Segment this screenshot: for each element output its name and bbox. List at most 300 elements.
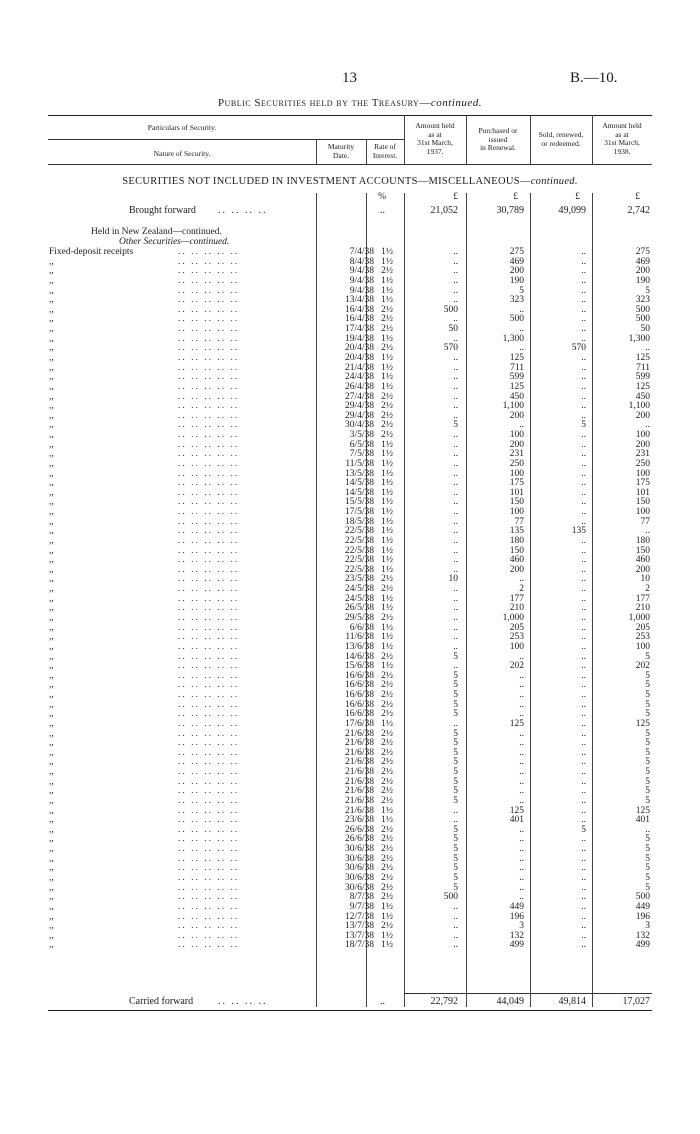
cell-name: ,, bbox=[49, 343, 54, 354]
cell-dots: .. .. .. .. .. bbox=[178, 487, 240, 498]
cell-pur: 205 bbox=[509, 622, 524, 633]
cell-date: 17/4/38 bbox=[344, 324, 374, 334]
cell-pur: .. bbox=[519, 767, 524, 777]
cell-amt: 1,000 bbox=[628, 612, 650, 623]
cell-date: 30/4/38 bbox=[344, 420, 374, 431]
cell-held: .. bbox=[453, 535, 458, 546]
header-rate-line: Rate of bbox=[374, 142, 396, 151]
cell-date: 3/5/38 bbox=[349, 430, 374, 440]
table-row bbox=[0, 709, 700, 719]
cell-pur: 100 bbox=[509, 430, 524, 440]
cell-dots: .. .. .. .. .. bbox=[178, 738, 240, 749]
cell-date: 18/7/38 bbox=[344, 940, 374, 951]
cell-amt: 460 bbox=[635, 555, 650, 566]
cell-dots: .. .. .. .. .. bbox=[178, 892, 240, 903]
cell-sold: .. bbox=[581, 892, 586, 903]
cell-sold: .. bbox=[581, 430, 586, 440]
cell-name: ,, bbox=[49, 622, 54, 633]
cell-amt: 125 bbox=[635, 381, 650, 392]
header-amount-line: as at bbox=[615, 129, 629, 139]
cell-rate: 1½ bbox=[381, 622, 393, 633]
cell-dots: .. .. .. .. .. bbox=[178, 911, 240, 922]
cell-amt: 500 bbox=[635, 892, 650, 903]
cell-pur: 231 bbox=[509, 449, 524, 460]
cell-dots: .. .. .. .. .. bbox=[178, 285, 240, 296]
cell-date: 11/6/38 bbox=[345, 632, 374, 643]
cell-date: 26/4/38 bbox=[344, 381, 374, 392]
cell-date: 7/5/38 bbox=[349, 449, 374, 460]
cell-held: 500 bbox=[443, 304, 458, 315]
table-row bbox=[0, 517, 700, 527]
table-row bbox=[0, 873, 700, 883]
cell-held: 5 bbox=[453, 699, 458, 710]
table-top-rule bbox=[48, 115, 652, 116]
cell-sold: .. bbox=[581, 805, 586, 816]
cell-pur: 101 bbox=[509, 487, 524, 498]
cell-amt: 5 bbox=[645, 728, 650, 739]
cell-name: ,, bbox=[49, 641, 54, 652]
cell-date: 24/5/38 bbox=[344, 584, 374, 594]
cell-rate: 1½ bbox=[381, 497, 393, 508]
cell-amt: 500 bbox=[635, 304, 650, 315]
cell-sold: .. bbox=[581, 410, 586, 421]
cell-held: .. bbox=[453, 603, 458, 614]
cell-name: ,, bbox=[49, 304, 54, 315]
cell-dots: .. .. .. .. .. bbox=[178, 728, 240, 739]
cell-rate: 1½ bbox=[381, 564, 393, 575]
cell-rate: 2½ bbox=[381, 420, 393, 431]
cell-name: ,, bbox=[49, 776, 54, 787]
cell-name: ,, bbox=[49, 314, 54, 325]
cell-dots: .. .. .. .. .. bbox=[178, 381, 240, 392]
cell-date: 22/5/38 bbox=[344, 545, 374, 556]
cell-held: .. bbox=[453, 439, 458, 450]
cell-sold: .. bbox=[581, 584, 586, 594]
cell-dots: .. .. .. .. .. bbox=[178, 574, 240, 585]
cell-dots: .. .. .. .. .. bbox=[178, 256, 240, 267]
cell-rate: 1½ bbox=[381, 545, 393, 556]
cell-pur: 3 bbox=[519, 921, 524, 932]
cell-rate: 2½ bbox=[381, 410, 393, 421]
cell-amt: 5 bbox=[645, 776, 650, 787]
cell-sold: .. bbox=[581, 275, 586, 286]
cell-dots: .. .. .. .. .. bbox=[178, 747, 240, 758]
cell-sold: .. bbox=[581, 786, 586, 797]
cell-amt: 5 bbox=[645, 786, 650, 797]
cell-pur: 125 bbox=[509, 381, 524, 392]
cell-sold: .. bbox=[581, 815, 586, 826]
cell-rate: 2½ bbox=[381, 853, 393, 864]
cell-amt: 100 bbox=[635, 641, 650, 652]
cell-date: 24/4/38 bbox=[344, 372, 374, 383]
cell-date: 20/4/38 bbox=[344, 343, 374, 354]
cell-dots: .. .. .. .. .. bbox=[178, 718, 240, 729]
table-row bbox=[0, 526, 700, 536]
table-row bbox=[0, 440, 700, 450]
cell-rate: 1½ bbox=[381, 603, 393, 614]
header-held-line: as at bbox=[428, 129, 442, 139]
cell-rate: 1½ bbox=[381, 478, 393, 489]
table-row bbox=[0, 892, 700, 902]
cell-rate: 2½ bbox=[381, 584, 393, 594]
header-rate bbox=[366, 143, 404, 160]
cell-dots: .. .. .. .. .. bbox=[178, 266, 240, 277]
cell-dots: .. .. .. .. .. bbox=[178, 661, 240, 672]
cell-date: 29/4/38 bbox=[344, 410, 374, 421]
cell-name: ,, bbox=[49, 468, 54, 479]
cell-sold: .. bbox=[581, 661, 586, 672]
cell-rate: 1½ bbox=[381, 718, 393, 729]
cell-pur: 200 bbox=[509, 564, 524, 575]
cell-pur: .. bbox=[519, 690, 524, 700]
cell-amt: .. bbox=[645, 526, 650, 537]
cell-name: ,, bbox=[49, 757, 54, 768]
cell-amt: 5 bbox=[645, 699, 650, 710]
cell-held: 5 bbox=[453, 786, 458, 797]
cell-held: .. bbox=[453, 911, 458, 922]
cell-rate: 1½ bbox=[381, 381, 393, 392]
cell-rate: 1½ bbox=[381, 555, 393, 566]
header-amount-1938 bbox=[592, 122, 652, 156]
cell-rate: 2½ bbox=[381, 324, 393, 334]
cell-dots: .. .. .. .. .. bbox=[178, 786, 240, 797]
document-reference: B.—10. bbox=[570, 70, 618, 86]
table-row bbox=[0, 863, 700, 873]
cell-date: 17/5/38 bbox=[344, 507, 374, 517]
cell-rate: 2½ bbox=[381, 892, 393, 903]
cell-sold: .. bbox=[581, 439, 586, 450]
cell-name: ,, bbox=[49, 584, 54, 594]
cell-dots: .. .. .. .. .. bbox=[178, 275, 240, 286]
cell-sold: .. bbox=[581, 304, 586, 315]
cell-dots: .. .. .. .. .. bbox=[178, 304, 240, 315]
cell-name: ,, bbox=[49, 873, 54, 883]
cell-dots: .. .. .. .. .. bbox=[178, 343, 240, 354]
cell-rate: 2½ bbox=[381, 882, 393, 893]
cell-dots: .. .. .. .. .. bbox=[178, 430, 240, 440]
cell-rate: 1½ bbox=[381, 247, 393, 257]
cell-held: .. bbox=[453, 507, 458, 517]
table-row bbox=[0, 305, 700, 315]
cell-date: 26/5/38 bbox=[344, 603, 374, 614]
table-row bbox=[0, 786, 700, 796]
cell-amt: 100 bbox=[635, 507, 650, 517]
cell-held: .. bbox=[453, 564, 458, 575]
cell-dots: .. .. .. .. .. bbox=[178, 526, 240, 537]
cell-date: 14/5/38 bbox=[344, 478, 374, 489]
cell-pur: .. bbox=[519, 882, 524, 893]
cell-pur: 200 bbox=[509, 266, 524, 277]
cell-name: ,, bbox=[49, 401, 54, 412]
cell-date: 15/6/38 bbox=[344, 661, 374, 672]
cell-amt: 10 bbox=[640, 574, 650, 585]
cell-rate: 2½ bbox=[381, 430, 393, 440]
header-sold-line: or redeemed. bbox=[541, 138, 581, 148]
cell-sold: .. bbox=[581, 795, 586, 806]
cell-sold: .. bbox=[581, 535, 586, 546]
cell-sold: .. bbox=[581, 458, 586, 469]
cell-name: ,, bbox=[49, 632, 54, 643]
cell-amt: 2 bbox=[645, 584, 650, 594]
cell-date: 9/4/38 bbox=[349, 266, 374, 277]
header-nature: Nature of Security. bbox=[153, 149, 211, 158]
cell-sold: .. bbox=[581, 921, 586, 932]
table-row bbox=[0, 488, 700, 498]
cell-name: ,, bbox=[49, 815, 54, 826]
cell-name: ,, bbox=[49, 786, 54, 797]
cell-held: .. bbox=[453, 584, 458, 594]
table-row bbox=[0, 295, 700, 305]
cell-sold: .. bbox=[581, 699, 586, 710]
cell-rate: 1½ bbox=[381, 333, 393, 344]
cell-pur: .. bbox=[519, 757, 524, 768]
cell-dots: .. .. .. .. .. bbox=[178, 834, 240, 845]
cell-held: .. bbox=[453, 401, 458, 412]
cell-sold: .. bbox=[581, 497, 586, 508]
cell-pur: 180 bbox=[509, 535, 524, 546]
cell-pur: 711 bbox=[510, 362, 524, 373]
cell-dots: .. .. .. .. .. bbox=[178, 863, 240, 874]
cell-name: ,, bbox=[49, 526, 54, 537]
cell-amt: 5 bbox=[645, 690, 650, 700]
cell-dots: .. .. .. .. .. bbox=[178, 622, 240, 633]
header-maturity-line: Maturity bbox=[327, 142, 355, 151]
cell-amt: 3 bbox=[645, 921, 650, 932]
cell-sold: .. bbox=[581, 487, 586, 498]
cell-rate: 2½ bbox=[381, 709, 393, 720]
cell-pur: 125 bbox=[509, 352, 524, 363]
cell-name: ,, bbox=[49, 295, 54, 306]
cell-amt: 5 bbox=[645, 853, 650, 864]
cell-sold: .. bbox=[581, 767, 586, 777]
cell-held: .. bbox=[453, 526, 458, 537]
cell-dots: .. .. .. .. .. bbox=[178, 940, 240, 951]
cell-dots: .. .. .. .. .. bbox=[178, 795, 240, 806]
cell-sold: .. bbox=[581, 641, 586, 652]
header-purchased-line: Purchased or bbox=[478, 126, 518, 135]
cell-held: .. bbox=[453, 805, 458, 816]
cell-sold: .. bbox=[581, 256, 586, 267]
cell-dots: .. .. .. .. .. bbox=[178, 641, 240, 652]
cell-sold: .. bbox=[581, 853, 586, 864]
cell-date: 14/6/38 bbox=[344, 651, 374, 662]
cell-pur: .. bbox=[519, 892, 524, 903]
table-row bbox=[0, 844, 700, 854]
cell-held: 5 bbox=[453, 767, 458, 777]
cell-pur: 275 bbox=[509, 247, 524, 257]
cell-name: ,, bbox=[49, 497, 54, 508]
cell-rate: 1½ bbox=[381, 507, 393, 517]
cell-name: ,, bbox=[49, 593, 54, 604]
cell-held: .. bbox=[453, 295, 458, 306]
cell-amt: 150 bbox=[635, 545, 650, 556]
cell-pur: 177 bbox=[509, 593, 524, 604]
cell-date: 6/5/38 bbox=[349, 439, 374, 450]
cell-amt: 196 bbox=[635, 911, 650, 922]
cell-amt: 323 bbox=[635, 295, 650, 306]
cell-dots: .. .. .. .. .. bbox=[178, 632, 240, 643]
cell-pur: .. bbox=[519, 844, 524, 855]
cell-held: .. bbox=[453, 497, 458, 508]
cell-date: 30/6/38 bbox=[344, 844, 374, 855]
cell-held: .. bbox=[453, 487, 458, 498]
cell-held: .. bbox=[453, 921, 458, 932]
cell-held: .. bbox=[453, 555, 458, 566]
cell-rate: 2½ bbox=[381, 795, 393, 806]
cell-dots: .. .. .. .. .. bbox=[178, 882, 240, 893]
cell-sold: .. bbox=[581, 266, 586, 277]
cell-amt: 132 bbox=[635, 930, 650, 941]
cell-name: ,, bbox=[49, 795, 54, 806]
cell-date: 13/7/38 bbox=[344, 921, 374, 932]
cell-pur: .. bbox=[519, 574, 524, 585]
cell-rate: 1½ bbox=[381, 487, 393, 498]
cell-held: .. bbox=[453, 256, 458, 267]
table-row bbox=[0, 353, 700, 363]
cell-date: 30/6/38 bbox=[344, 853, 374, 864]
cell-amt: .. bbox=[645, 343, 650, 354]
cell-held: 5 bbox=[453, 738, 458, 749]
header-bottom-rule bbox=[48, 164, 652, 165]
cell-date: 8/7/38 bbox=[349, 892, 374, 903]
cell-pur: 202 bbox=[509, 661, 524, 672]
cell-held: .. bbox=[453, 930, 458, 941]
cell-name: ,, bbox=[49, 844, 54, 855]
cell-rate: 2½ bbox=[381, 921, 393, 932]
cell-dots: .. .. .. .. .. bbox=[178, 690, 240, 700]
table-row bbox=[0, 738, 700, 748]
cell-held: 5 bbox=[453, 844, 458, 855]
table-row bbox=[0, 536, 700, 546]
cell-name: ,, bbox=[49, 901, 54, 912]
cell-held: .. bbox=[453, 449, 458, 460]
brought-forward-held: 21,052 bbox=[430, 205, 458, 216]
cell-date: 21/6/38 bbox=[344, 805, 374, 816]
cell-pur: .. bbox=[519, 853, 524, 864]
cell-date: 13/7/38 bbox=[344, 930, 374, 941]
table-row bbox=[0, 363, 700, 373]
cell-dots: .. .. .. .. .. bbox=[178, 767, 240, 777]
cell-sold: .. bbox=[581, 372, 586, 383]
cell-name: ,, bbox=[49, 651, 54, 662]
cell-amt: 275 bbox=[635, 247, 650, 257]
cell-pur: 1,300 bbox=[502, 333, 524, 344]
cell-date: 21/6/38 bbox=[344, 776, 374, 787]
table-row bbox=[0, 266, 700, 276]
table-row bbox=[0, 565, 700, 575]
cell-pur: 175 bbox=[509, 478, 524, 489]
cell-amt: 190 bbox=[635, 275, 650, 286]
table-row bbox=[0, 257, 700, 267]
cell-sold: .. bbox=[581, 574, 586, 585]
cell-held: .. bbox=[453, 333, 458, 344]
cell-pur: .. bbox=[519, 699, 524, 710]
table-row bbox=[0, 883, 700, 893]
cell-name: ,, bbox=[49, 516, 54, 527]
cell-rate: 1½ bbox=[381, 275, 393, 286]
cell-sold: .. bbox=[581, 333, 586, 344]
cell-held: .. bbox=[453, 285, 458, 296]
cell-held: 570 bbox=[443, 343, 458, 354]
table-row bbox=[0, 767, 700, 777]
cell-pur: 135 bbox=[509, 526, 524, 537]
cell-held: .. bbox=[453, 314, 458, 325]
cell-name: ,, bbox=[49, 381, 54, 392]
cell-rate: 2½ bbox=[381, 863, 393, 874]
cell-amt: 500 bbox=[635, 314, 650, 325]
cell-pur: 500 bbox=[509, 314, 524, 325]
cell-date: 15/5/38 bbox=[344, 497, 374, 508]
cell-name: ,, bbox=[49, 372, 54, 383]
cell-amt: .. bbox=[645, 420, 650, 431]
cell-rate: 2½ bbox=[381, 670, 393, 681]
cell-name: ,, bbox=[49, 680, 54, 691]
cell-name: ,, bbox=[49, 767, 54, 777]
cell-held: .. bbox=[453, 940, 458, 951]
table-row bbox=[0, 902, 700, 912]
cell-dots: .. .. .. .. .. bbox=[178, 651, 240, 662]
cell-pur: .. bbox=[519, 834, 524, 845]
cell-held: 50 bbox=[448, 324, 458, 334]
table-row bbox=[0, 719, 700, 729]
cell-dots: .. .. .. .. .. bbox=[178, 612, 240, 623]
cell-sold: .. bbox=[581, 901, 586, 912]
table-row bbox=[0, 661, 700, 671]
cell-rate: 2½ bbox=[381, 776, 393, 787]
cell-date: 22/5/38 bbox=[344, 535, 374, 546]
header-maturity-line: Date. bbox=[332, 150, 350, 160]
cell-amt: 231 bbox=[635, 449, 650, 460]
cell-amt: 1,100 bbox=[628, 401, 650, 412]
cell-rate: 1½ bbox=[381, 439, 393, 450]
cell-held: 5 bbox=[453, 863, 458, 874]
cell-rate: 2½ bbox=[381, 343, 393, 354]
rate-symbol: % bbox=[378, 192, 386, 202]
cell-name: ,, bbox=[49, 930, 54, 941]
cell-sold: .. bbox=[581, 690, 586, 700]
cell-amt: 150 bbox=[635, 497, 650, 508]
cell-sold: .. bbox=[581, 324, 586, 334]
cell-pur: .. bbox=[519, 651, 524, 662]
cell-rate: 2½ bbox=[381, 824, 393, 835]
cell-dots: .. .. .. .. .. bbox=[178, 507, 240, 517]
cell-rate: 1½ bbox=[381, 449, 393, 460]
cell-sold: .. bbox=[581, 507, 586, 517]
cell-held: .. bbox=[453, 545, 458, 556]
cell-amt: 450 bbox=[635, 391, 650, 402]
cell-amt: 100 bbox=[635, 468, 650, 479]
table-row bbox=[0, 796, 700, 806]
cell-rate: 2½ bbox=[381, 314, 393, 325]
cell-name: ,, bbox=[49, 266, 54, 277]
cell-date: 30/6/38 bbox=[344, 882, 374, 893]
cell-rate: 2½ bbox=[381, 680, 393, 691]
brought-forward-sold: 49,099 bbox=[558, 205, 586, 216]
cell-rate: 1½ bbox=[381, 352, 393, 363]
cell-sold: .. bbox=[581, 747, 586, 758]
cell-date: 26/6/38 bbox=[344, 834, 374, 845]
table-row bbox=[0, 449, 700, 459]
cell-rate: 2½ bbox=[381, 873, 393, 883]
cell-amt: 5 bbox=[645, 738, 650, 749]
cell-name: ,, bbox=[49, 333, 54, 344]
table-row bbox=[0, 700, 700, 710]
cell-rate: 1½ bbox=[381, 256, 393, 267]
table-row bbox=[0, 671, 700, 681]
cell-sold: .. bbox=[581, 564, 586, 575]
carried-forward-dots: .. .. .. .. bbox=[218, 996, 268, 1007]
cell-sold: .. bbox=[581, 391, 586, 402]
